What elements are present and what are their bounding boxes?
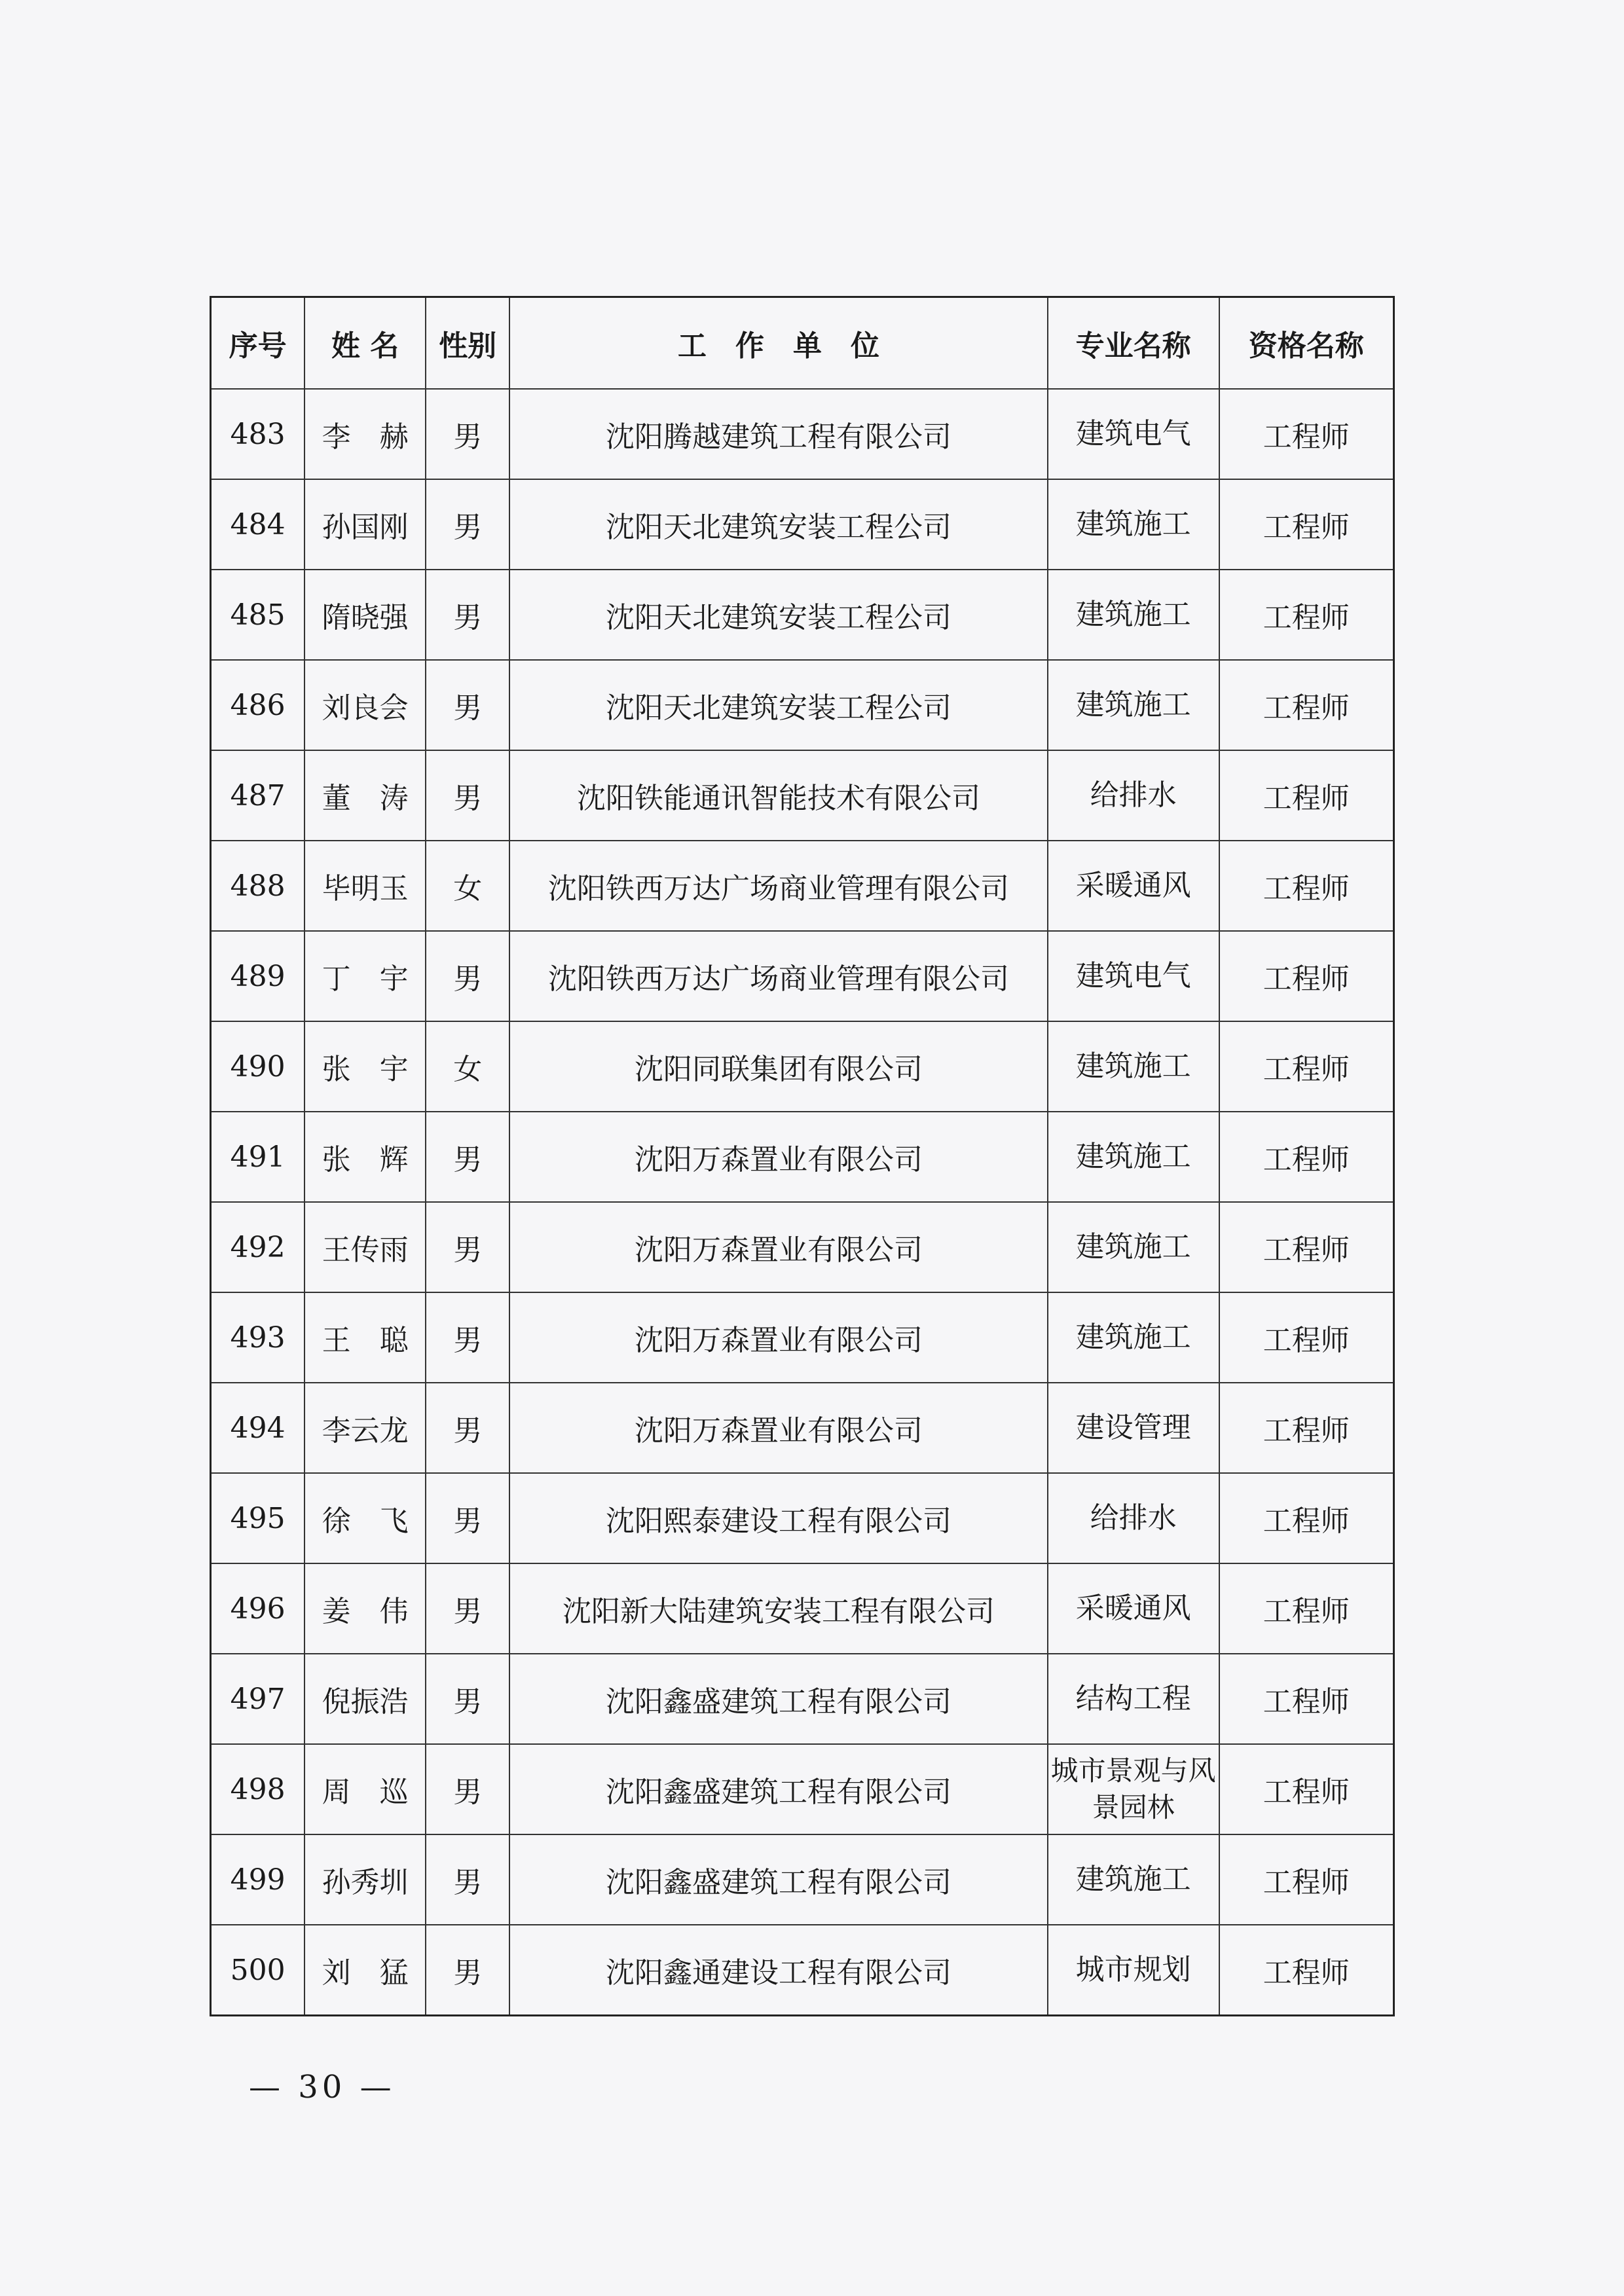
cell-seq: 498 — [211, 1744, 305, 1834]
cell-gender: 女 — [426, 1021, 509, 1112]
table-row — [211, 1202, 1394, 1292]
cell-gender: 男 — [426, 1202, 509, 1292]
table-row — [211, 1563, 1394, 1654]
cell-gender: 男 — [426, 479, 509, 570]
cell-company: 沈阳万森置业有限公司 — [509, 1112, 1047, 1202]
cell-gender: 男 — [426, 660, 509, 750]
cell-major: 建筑施工 — [1048, 1202, 1219, 1292]
cell-gender: 男 — [426, 1563, 509, 1654]
cell-company: 沈阳铁西万达广场商业管理有限公司 — [509, 841, 1047, 931]
cell-seq: 496 — [211, 1563, 305, 1654]
cell-name: 董 涛 — [304, 750, 426, 841]
cell-company: 沈阳天北建筑安装工程公司 — [509, 479, 1047, 570]
cell-major: 建筑施工 — [1048, 479, 1219, 570]
cell-seq: 490 — [211, 1021, 305, 1112]
cell-qualification: 工程师 — [1219, 1654, 1394, 1744]
cell-name: 张 辉 — [304, 1112, 426, 1202]
cell-major: 建筑施工 — [1048, 570, 1219, 660]
cell-qualification: 工程师 — [1219, 841, 1394, 931]
header-seq: 序号 — [211, 297, 305, 390]
cell-qualification: 工程师 — [1219, 570, 1394, 660]
cell-seq: 491 — [211, 1112, 305, 1202]
cell-seq: 487 — [211, 750, 305, 841]
cell-gender: 男 — [426, 1112, 509, 1202]
cell-seq: 483 — [211, 389, 305, 479]
cell-seq: 485 — [211, 570, 305, 660]
cell-major: 建筑施工 — [1048, 660, 1219, 750]
table-row — [211, 1292, 1394, 1383]
cell-major: 结构工程 — [1048, 1654, 1219, 1744]
cell-seq: 494 — [211, 1383, 305, 1473]
table-row — [211, 1021, 1394, 1112]
cell-gender: 男 — [426, 1654, 509, 1744]
cell-name: 孙秀圳 — [304, 1834, 426, 1925]
cell-gender: 男 — [426, 389, 509, 479]
cell-seq: 492 — [211, 1202, 305, 1292]
cell-qualification: 工程师 — [1219, 1021, 1394, 1112]
header-name: 姓 名 — [304, 297, 426, 390]
header-qualification: 资格名称 — [1219, 297, 1394, 390]
cell-seq: 489 — [211, 931, 305, 1021]
cell-company: 沈阳鑫盛建筑工程有限公司 — [509, 1654, 1047, 1744]
cell-qualification: 工程师 — [1219, 1834, 1394, 1925]
cell-qualification: 工程师 — [1219, 1925, 1394, 2016]
cell-name: 李云龙 — [304, 1383, 426, 1473]
cell-gender: 男 — [426, 1292, 509, 1383]
cell-company: 沈阳熙泰建设工程有限公司 — [509, 1473, 1047, 1563]
cell-qualification: 工程师 — [1219, 1202, 1394, 1292]
cell-major: 城市规划 — [1048, 1925, 1219, 2016]
cell-name: 隋晓强 — [304, 570, 426, 660]
table-row — [211, 1654, 1394, 1744]
cell-name: 王传雨 — [304, 1202, 426, 1292]
cell-qualification: 工程师 — [1219, 660, 1394, 750]
table-row — [211, 570, 1394, 660]
table-body — [211, 389, 1394, 2016]
cell-company: 沈阳铁西万达广场商业管理有限公司 — [509, 931, 1047, 1021]
cell-name: 李 赫 — [304, 389, 426, 479]
cell-seq: 499 — [211, 1834, 305, 1925]
cell-name: 刘 猛 — [304, 1925, 426, 2016]
cell-major: 建筑施工 — [1048, 1112, 1219, 1202]
table-row — [211, 1383, 1394, 1473]
cell-company: 沈阳同联集团有限公司 — [509, 1021, 1047, 1112]
page-number: — 30 — — [249, 2069, 396, 2105]
cell-name: 孙国刚 — [304, 479, 426, 570]
cell-company: 沈阳万森置业有限公司 — [509, 1202, 1047, 1292]
cell-major: 采暖通风 — [1048, 1563, 1219, 1654]
cell-seq: 495 — [211, 1473, 305, 1563]
cell-name: 丁 宇 — [304, 931, 426, 1021]
table-row — [211, 660, 1394, 750]
cell-name: 张 宇 — [304, 1021, 426, 1112]
cell-gender: 男 — [426, 1834, 509, 1925]
cell-company: 沈阳铁能通讯智能技术有限公司 — [509, 750, 1047, 841]
cell-name: 王 聪 — [304, 1292, 426, 1383]
table-row — [211, 1112, 1394, 1202]
cell-gender: 女 — [426, 841, 509, 931]
cell-qualification: 工程师 — [1219, 1383, 1394, 1473]
cell-company: 沈阳腾越建筑工程有限公司 — [509, 389, 1047, 479]
cell-company: 沈阳天北建筑安装工程公司 — [509, 660, 1047, 750]
cell-company: 沈阳万森置业有限公司 — [509, 1383, 1047, 1473]
cell-gender: 男 — [426, 931, 509, 1021]
cell-qualification: 工程师 — [1219, 1292, 1394, 1383]
cell-major: 建筑施工 — [1048, 1021, 1219, 1112]
cell-name: 徐 飞 — [304, 1473, 426, 1563]
cell-gender: 男 — [426, 1744, 509, 1834]
table-row — [211, 1744, 1394, 1834]
cell-major: 给排水 — [1048, 750, 1219, 841]
table-row — [211, 479, 1394, 570]
cell-company: 沈阳鑫通建设工程有限公司 — [509, 1925, 1047, 2016]
table-row — [211, 389, 1394, 479]
header-row — [211, 297, 1394, 390]
cell-major: 建设管理 — [1048, 1383, 1219, 1473]
header-gender: 性别 — [426, 297, 509, 390]
cell-qualification: 工程师 — [1219, 1112, 1394, 1202]
cell-major: 采暖通风 — [1048, 841, 1219, 931]
cell-name: 周 巡 — [304, 1744, 426, 1834]
header-company: 工 作 单 位 — [509, 297, 1047, 390]
table-row — [211, 1473, 1394, 1563]
cell-company: 沈阳新大陆建筑安装工程有限公司 — [509, 1563, 1047, 1654]
cell-company: 沈阳天北建筑安装工程公司 — [509, 570, 1047, 660]
cell-gender: 男 — [426, 570, 509, 660]
cell-company: 沈阳鑫盛建筑工程有限公司 — [509, 1744, 1047, 1834]
roster-table — [210, 296, 1395, 2016]
cell-gender: 男 — [426, 1473, 509, 1563]
cell-name: 刘良会 — [304, 660, 426, 750]
cell-name: 倪振浩 — [304, 1654, 426, 1744]
cell-seq: 484 — [211, 479, 305, 570]
cell-qualification: 工程师 — [1219, 931, 1394, 1021]
cell-qualification: 工程师 — [1219, 750, 1394, 841]
cell-seq: 497 — [211, 1654, 305, 1744]
cell-name: 姜 伟 — [304, 1563, 426, 1654]
cell-major: 建筑电气 — [1048, 931, 1219, 1021]
cell-major: 给排水 — [1048, 1473, 1219, 1563]
cell-company: 沈阳万森置业有限公司 — [509, 1292, 1047, 1383]
cell-name: 毕明玉 — [304, 841, 426, 931]
table-row — [211, 1925, 1394, 2016]
cell-gender: 男 — [426, 750, 509, 841]
cell-major: 建筑电气 — [1048, 389, 1219, 479]
cell-major: 建筑施工 — [1048, 1292, 1219, 1383]
cell-seq: 500 — [211, 1925, 305, 2016]
cell-seq: 486 — [211, 660, 305, 750]
cell-qualification: 工程师 — [1219, 389, 1394, 479]
table-row — [211, 1834, 1394, 1925]
cell-seq: 488 — [211, 841, 305, 931]
cell-qualification: 工程师 — [1219, 1563, 1394, 1654]
cell-qualification: 工程师 — [1219, 1744, 1394, 1834]
cell-qualification: 工程师 — [1219, 1473, 1394, 1563]
cell-qualification: 工程师 — [1219, 479, 1394, 570]
cell-seq: 493 — [211, 1292, 305, 1383]
cell-company: 沈阳鑫盛建筑工程有限公司 — [509, 1834, 1047, 1925]
cell-major: 建筑施工 — [1048, 1834, 1219, 1925]
cell-gender: 男 — [426, 1925, 509, 2016]
table-row — [211, 750, 1394, 841]
table-row — [211, 841, 1394, 931]
table-row — [211, 931, 1394, 1021]
cell-major: 城市景观与风景园林 — [1048, 1744, 1219, 1834]
header-major: 专业名称 — [1048, 297, 1219, 390]
cell-gender: 男 — [426, 1383, 509, 1473]
